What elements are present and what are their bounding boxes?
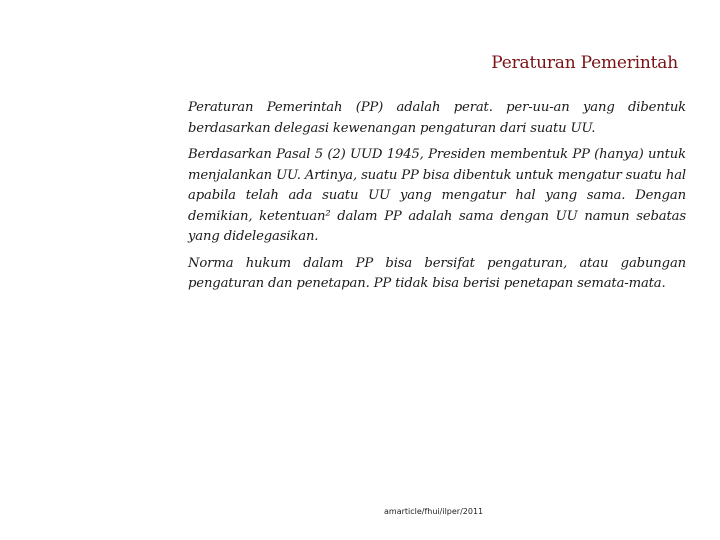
slide-title: Peraturan Pemerintah	[491, 53, 678, 73]
paragraph-definition: Peraturan Pemerintah (PP) adalah perat. per-uu-an yang dibentuk berdasarkan delegasi kewenangan pengaturan dari suatu UU.	[188, 100, 686, 136]
paragraph-legal-norms: Norma hukum dalam PP bisa bersifat pengaturan, atau gabungan pengaturan dan penetapan. PP tidak bisa berisi penetapan semata-mata.	[188, 255, 686, 291]
slide-body	[188, 98, 686, 301]
paragraph-legal-basis: Berdasarkan Pasal 5 (2) UUD 1945, Presiden membentuk PP (hanya) untuk menjalankan UU. Artinya, suatu PP bisa dibentuk untuk mengatur suatu hal apabila telah ada suatu UU yang mengatur hal yang sama. Dengan demikian, ketentuan² dalam PP adalah sama dengan UU namun sebatas yang didelegasikan.	[188, 147, 686, 244]
slide-footer: amarticle/fhui/ilper/2011	[384, 507, 484, 516]
